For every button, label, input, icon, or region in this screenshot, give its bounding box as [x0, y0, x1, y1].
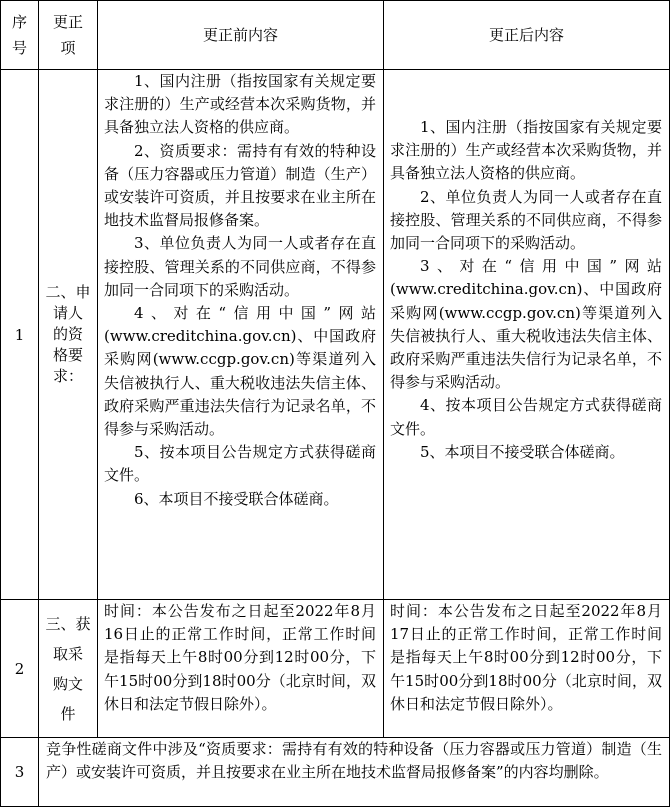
row1-item-line: 格要 — [52, 346, 83, 364]
row2-before-content — [104, 600, 376, 737]
row1-seq: 1 — [14, 325, 25, 344]
header-after: 更正后内容 — [488, 26, 564, 44]
header-seq-line: 序 — [11, 13, 27, 31]
before-requirement-4: 4、对在“信用中国”网站(www.creditchina.gov.cn)、中国政府采购网(www.ccgp.gov.cn)等渠道列入失信被执行人、重大税收违法失信主体、政府采购严重违法失信行为记录名单，不得参与采购活动。 — [104, 304, 376, 439]
row1-item-line: 二、申 — [45, 283, 91, 301]
header-seq — [1, 1, 38, 69]
row2-item-line: 取采 — [52, 644, 83, 663]
row1-after-content — [390, 116, 662, 599]
row1-item-line: 求： — [52, 367, 83, 385]
after-requirement-5: 5、本项目不接受联合体磋商。 — [420, 442, 625, 461]
before-requirement-1: 1、国内注册（指按国家有关规定要求注册的）生产或经营本次采购货物，并具备独立法人资格的供应商。 — [104, 72, 376, 137]
row1-item-line: 请人 — [52, 304, 83, 322]
header-item-line: 更正 — [52, 13, 83, 31]
before-requirement-2: 2、资质要求：需持有有效的特种设备（压力容器或压力管道）制造（生产）或安装许可资质，并且按要求在业主所在地技术监督局报修备案。 — [104, 141, 376, 230]
header-item — [39, 1, 97, 69]
row2-seq: 2 — [14, 659, 25, 678]
row2-item-line: 购文 — [52, 674, 83, 693]
before-acquisition-time: 时间：本公告发布之日起至2022年8月16日止的正常工作时间，正常工作时间是指每天上午8时00分到12时00分，下午15时00分到18时00分（北京时间，双休日和法定节假日除外）。 — [104, 602, 376, 713]
col-divider-item — [97, 0, 98, 738]
row2-item — [39, 600, 97, 737]
after-requirement-2: 2、单位负责人为同一人或者存在直接控股、管理关系的不同供应商，不得参加同一合同项下的采购活动。 — [390, 187, 662, 253]
header-before: 更正前内容 — [202, 26, 278, 44]
header-item-line: 项 — [60, 39, 76, 57]
header-seq-line: 号 — [11, 39, 27, 57]
row3-note — [46, 738, 662, 806]
before-requirement-6: 6、本项目不接受联合体磋商。 — [134, 489, 339, 508]
after-requirement-4: 4、按本项目公告规定方式获得磋商文件。 — [390, 396, 662, 438]
row3-seq: 3 — [14, 763, 25, 781]
after-requirement-1: 1、国内注册（指按国家有关规定要求注册的）生产或经营本次采购货物，并具备独立法人资格的供应商。 — [390, 118, 662, 183]
row2-item-line: 三、获 — [45, 614, 91, 633]
row1-item — [39, 70, 97, 599]
after-acquisition-time: 时间：本公告发布之日起至2022年8月17日止的正常工作时间，正常工作时间是指每天上午8时00分到12时00分，下午15时00分到18时00分（北京时间，双休日和法定节假日除外）。 — [390, 602, 662, 713]
before-requirement-5: 5、按本项目公告规定方式获得磋商文件。 — [104, 443, 376, 485]
col-divider-before — [383, 0, 384, 738]
row1-item-line: 的资 — [52, 325, 83, 343]
deletion-note: 竞争性磋商文件中涉及“资质要求：需持有有效的特种设备（压力容器或压力管道）制造（生产）或安装许可资质，并且按要求在业主所在地技术监督局报修备案”的内容均删除。 — [46, 740, 662, 781]
row2-item-line: 件 — [60, 704, 76, 723]
after-requirement-3: 3、对在“信用中国”网站(www.creditchina.gov.cn)、中国政府采购网(www.ccgp.gov.cn)等渠道列入失信被执行人、重大税收违法失信主体、政府采购严重违法失信行为记录名单，不得参与采购活动。 — [390, 257, 662, 392]
row1-before-content — [104, 70, 376, 599]
before-requirement-3: 3、单位负责人为同一人或者存在直接控股、管理关系的不同供应商，不得参加同一合同项下的采购活动。 — [104, 234, 376, 299]
row2-after-content — [390, 600, 662, 737]
